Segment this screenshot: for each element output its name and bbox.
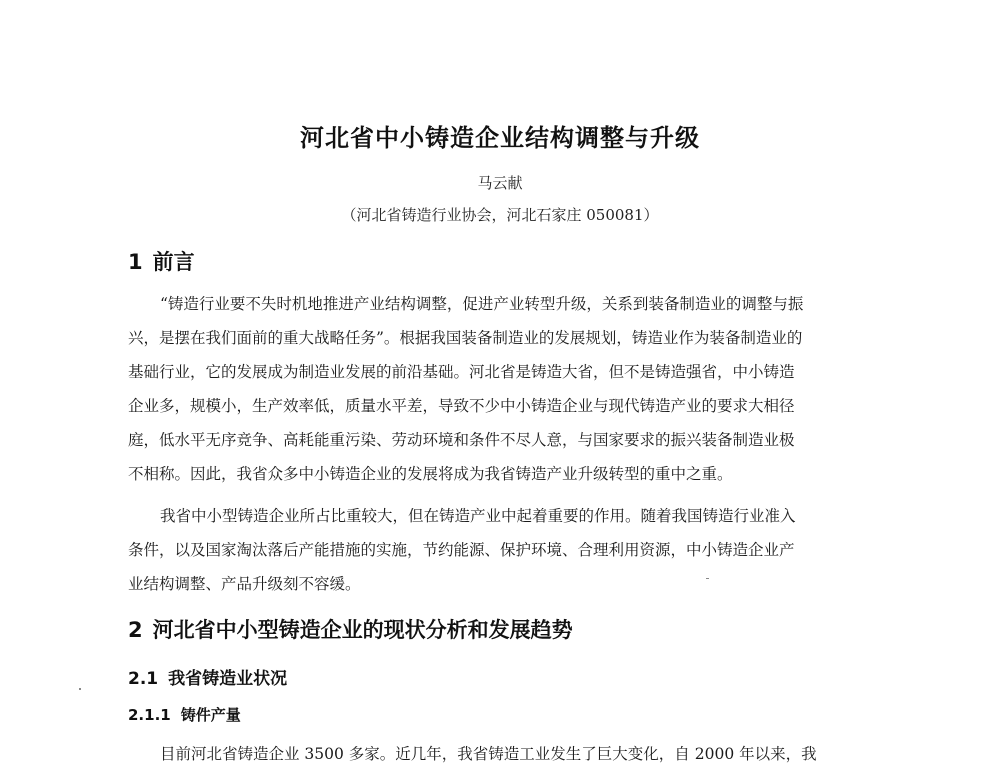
paper-title: 河北省中小铸造企业结构调整与升级 (300, 124, 700, 152)
subsection-title: 我省铸造业状况 (168, 669, 288, 689)
scan-speck (706, 578, 709, 579)
paragraph-line: 基础行业，它的发展成为制造业发展的前沿基础。河北省是铸造大省，但不是铸造强省，中小铸造 (128, 363, 795, 381)
section-1-heading (128, 246, 195, 276)
paragraph-line: 兴，是摆在我们面前的重大战略任务”。根据我国装备制造业的发展规划，铸造业作为装备制造业的 (128, 329, 803, 347)
paragraph-line: 不相称。因此，我省众多中小铸造企业的发展将成为我省铸造产业升级转型的重中之重。 (128, 465, 733, 483)
paragraph-line: “铸造行业要不失时机地推进产业结构调整，促进产业转型升级，关系到装备制造业的调整与振 (160, 295, 804, 313)
paragraph-line: 我省中小型铸造企业所占比重较大，但在铸造产业中起着重要的作用。随着我国铸造行业准入 (160, 507, 796, 525)
section-number: 1 (128, 250, 143, 274)
subsubsection-title: 铸件产量 (180, 706, 241, 724)
scan-speck (79, 688, 81, 690)
paragraph-line: 条件，以及国家淘汰落后产能措施的实施，节约能源、保护环境、合理利用资源，中小铸造企业产 (128, 541, 795, 559)
paragraph-line: 业结构调整、产品升级刻不容缓。 (128, 575, 361, 593)
subsection-number: 2.1 (128, 669, 159, 689)
paragraph-line: 庭，低水平无序竞争、高耗能重污染、劳动环境和条件不尽人意，与国家要求的振兴装备制造业极 (128, 431, 795, 449)
paragraph-line: 企业多，规模小，生产效率低，质量水平差，导致不少中小铸造企业与现代铸造产业的要求大相径 (128, 397, 795, 415)
subsection-2-1-1-heading (128, 704, 241, 725)
paragraph-line: 目前河北省铸造企业 3500 多家。近几年，我省铸造工业发生了巨大变化，自 2000 年以来，我 (160, 745, 817, 763)
section-title: 河北省中小型铸造企业的现状分析和发展趋势 (152, 618, 573, 642)
subsection-2-1-heading (128, 664, 287, 689)
author-affiliation: （河北省铸造行业协会，河北石家庄 050081） (341, 206, 659, 224)
section-title: 前言 (152, 250, 195, 274)
section-number: 2 (128, 618, 143, 642)
author-name: 马云献 (477, 174, 523, 192)
section-2-heading (128, 614, 573, 644)
subsubsection-number: 2.1.1 (128, 706, 171, 724)
